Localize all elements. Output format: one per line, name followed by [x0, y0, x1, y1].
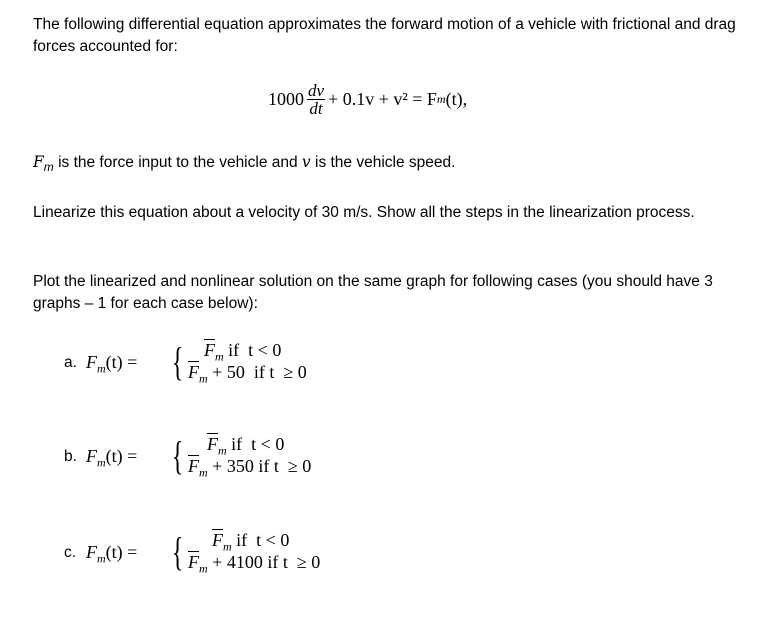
fbar: $\overline{F}$ — [188, 552, 199, 572]
fbar-sub: m — [218, 443, 227, 458]
lhs-var: F — [86, 542, 97, 562]
var-fm-sub: m — [43, 160, 54, 175]
lhs-sub: m — [97, 455, 106, 470]
case-label: b. — [64, 448, 77, 465]
lhs-var: F — [86, 446, 97, 466]
denominator: dt — [309, 99, 323, 118]
eq-rest: + 0.1v + v² = F — [328, 89, 437, 109]
lhs-tail: (t) = — [105, 542, 138, 562]
definition-paragraph — [33, 151, 758, 178]
lhs-sub: m — [97, 551, 106, 566]
fbar: $\overline{F}$ — [207, 434, 218, 454]
fbar: $\overline{F}$ — [204, 340, 215, 360]
top-condition: if t < 0 — [223, 340, 282, 360]
eq-coefficient: 1000 — [268, 89, 304, 109]
numerator: dv — [308, 81, 325, 100]
definition-text2: is the vehicle speed. — [310, 154, 456, 171]
lhs-var: F — [86, 352, 97, 372]
brace-icon: { — [171, 339, 184, 384]
definition-text1: is the force input to the vehicle and — [53, 154, 302, 171]
fbar: $\overline{F}$ — [188, 362, 199, 382]
var-v: v — [301, 153, 311, 171]
fbar-sub: m — [199, 465, 208, 480]
bottom-expression: + 350 if t ≥ 0 — [207, 456, 312, 476]
lhs-tail: (t) = — [105, 446, 138, 466]
linearize-paragraph: Linearize this equation about a velocity of 30 m/s. Show all the steps in the linearization process. — [33, 204, 695, 221]
bottom-expression: + 4100 if t ≥ 0 — [207, 552, 321, 572]
fbar-sub: m — [199, 561, 208, 576]
fbar: $\overline{F}$ — [188, 456, 199, 476]
fbar-sub: m — [199, 371, 208, 386]
derivative-fraction — [307, 82, 325, 117]
case-label: c. — [64, 544, 77, 561]
brace-icon: { — [171, 529, 184, 574]
plot-paragraph: Plot the linearized and nonlinear solution on the same graph for following cases (you should have 3 graphs – 1 for each case below): — [33, 273, 713, 312]
brace-icon: { — [171, 433, 184, 478]
lhs-tail: (t) = — [105, 352, 138, 372]
fbar: $\overline{F}$ — [212, 530, 223, 550]
intro-paragraph: The following differential equation approximates the forward motion of a vehicle with frictional and drag forces accounted for: — [33, 16, 736, 55]
top-condition: if t < 0 — [231, 530, 290, 550]
bottom-expression: + 50 if t ≥ 0 — [207, 362, 307, 382]
top-condition: if t < 0 — [226, 434, 285, 454]
fbar-sub: m — [223, 539, 232, 554]
case-label: a. — [64, 354, 77, 371]
var-fm: F — [33, 153, 44, 171]
differential-equation — [268, 82, 467, 117]
fbar-sub: m — [215, 349, 224, 364]
eq-sub: m — [436, 92, 446, 106]
lhs-sub: m — [97, 361, 106, 376]
eq-tail: (t), — [445, 89, 468, 109]
